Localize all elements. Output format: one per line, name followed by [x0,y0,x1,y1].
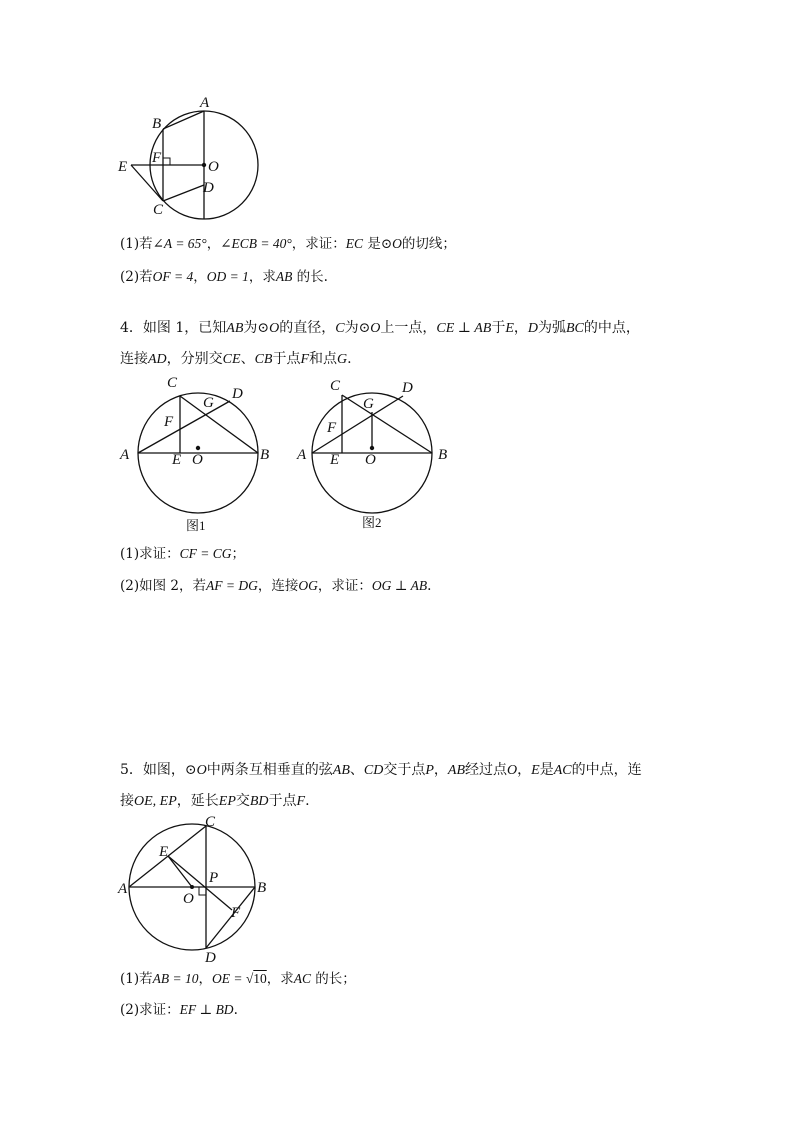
problem4-figure-2 [292,370,462,540]
problem5-question-2 [120,1000,238,1020]
math-expr: AD [148,352,167,367]
text: 接 [120,793,134,809]
math-expr: CF = CG [179,546,232,561]
fig2-label-A: A [297,447,307,463]
text: ，求证： [291,236,346,252]
p5-label-P: P [209,870,219,886]
text: 、 [240,351,255,367]
text: 的长； [311,971,356,987]
math-expr: BC [566,321,584,336]
math-expr: AB [332,763,350,778]
fig1-label-O: O [192,452,203,468]
text: 和点 [309,351,338,367]
math-expr: F [296,794,306,809]
text: ，求 [266,971,294,987]
text: 上一点， [380,320,437,336]
circle-symbol: ⊙O [257,321,280,336]
text: ， [433,762,448,778]
fig1-caption: 图1 [186,518,206,533]
text: . [427,578,432,594]
math-expr: P [425,763,434,778]
label-C: C [153,202,164,218]
label-A: A [200,95,210,111]
fig1-label-C: C [167,375,178,391]
math-expr: AB [226,321,244,336]
math-expr: O [507,763,518,778]
p5-label-A: A [118,881,128,897]
label-D: D [203,180,214,196]
text: 中两条互相垂直的弦 [206,762,333,778]
fig2-caption: 图2 [362,515,382,530]
text: 连接 [120,351,148,367]
text: ，求证： [317,578,372,594]
fig2-label-D: D [402,380,413,396]
problem-number: 4．如图 1，已知 [120,320,227,336]
sep: ， [193,269,207,285]
q-prefix: (1)求证： [120,546,180,562]
math-expr: G [337,352,348,367]
p5-label-O: O [183,891,194,907]
text: . [305,793,310,809]
math-expr: C [335,321,345,336]
text: 是 [539,762,554,778]
problem4-question-1 [120,544,245,564]
math-expr: BD [249,794,269,809]
math-expr: CE ⊥ AB [436,321,492,336]
problem-number: 5．如图， [120,762,185,778]
fig2-label-G: G [363,396,374,412]
fig1-label-F: F [164,414,174,430]
p5-label-F: F [231,905,241,921]
sep: ， [198,971,212,987]
problem3-question-1 [120,234,456,254]
math-expr: CD [363,763,384,778]
math-expr: E [531,763,540,778]
p5-label-D: D [205,950,216,966]
problem5-statement-line2 [120,791,680,812]
text: 的中点， [583,320,640,336]
fig2-label-O: O [365,452,376,468]
problem3-figure [110,92,270,222]
problem5-figure [115,812,275,967]
circle-symbol: ⊙O [380,236,402,251]
math-expr: AC [553,763,572,778]
label-B: B [152,116,162,132]
text: 的长. [292,269,328,285]
math-expr: OG ⊥ AB [371,578,428,593]
fig1-label-A: A [120,447,130,463]
text: ，延长 [176,793,219,809]
text: 交于点 [383,762,426,778]
text: 为 [344,320,359,336]
fig1-label-G: G [203,395,214,411]
problem4-question-2 [120,576,431,596]
text: 经过点 [465,762,507,778]
sqrt-radicand: 10 [253,971,267,986]
text: 于点 [268,793,297,809]
math-expr: AB [447,763,465,778]
problem4-figure-1 [115,370,280,540]
fig1-label-D: D [232,386,243,402]
text: 交 [235,793,250,809]
text: ； [231,546,245,562]
sep: ， [206,236,221,252]
math-expr: AB = 10 [152,971,199,986]
math-expr: ∠A = 65° [152,236,207,251]
math-expr: OF = 4 [152,269,194,284]
text: 为弧 [538,320,566,336]
math-expr: OE = √ [211,971,254,986]
problem4-statement-line1 [120,318,680,339]
text: . [233,1002,238,1018]
text: 的直径， [279,320,336,336]
fig2-label-F: F [327,420,337,436]
fig2-label-E: E [330,452,340,468]
math-expr: EF ⊥ BD [179,1002,234,1017]
math-expr: F [300,352,310,367]
text: ，求 [248,269,276,285]
circle-symbol: ⊙O [184,763,207,778]
text: ，分别交 [166,351,223,367]
text: ， [517,762,532,778]
text: 于点 [272,351,301,367]
math-expr: ∠ECB = 40° [220,236,292,251]
math-expr: EP [218,794,236,809]
text: 、 [349,762,364,778]
p5-label-B: B [257,880,267,896]
math-expr: CE [222,352,241,367]
fig2-label-B: B [438,447,448,463]
label-F: F [152,150,162,166]
math-expr: AF = DG [206,578,258,593]
math-expr: OE, EP [134,794,177,809]
q-prefix: (2)若 [120,269,153,285]
math-expr: AC [293,971,312,986]
math-expr: OG [298,578,318,593]
p5-label-C: C [205,814,216,830]
label-O: O [208,159,219,175]
q-prefix: (2)如图 2，若 [120,578,207,594]
math-expr: E [505,321,514,336]
text: . [347,351,352,367]
text: 是 [363,236,381,252]
fig1-label-B: B [260,447,270,463]
fig1-label-E: E [172,452,182,468]
problem4-statement-line2 [120,349,680,370]
label-E: E [118,159,128,175]
problem5-statement-line1 [120,760,680,781]
text: 的中点，连 [571,762,642,778]
circle-symbol: ⊙O [358,321,381,336]
q-prefix: (2)求证： [120,1002,180,1018]
text: ，连接 [257,578,299,594]
math-expr: EC [345,236,364,251]
math-expr: AB [275,269,293,284]
math-expr: D [527,321,538,336]
problem5-question-1 [120,969,356,989]
math-expr: CB [254,352,273,367]
q-prefix: (1)若 [120,236,153,252]
text: 于 [491,320,506,336]
problem3-question-2 [120,267,328,287]
q-prefix: (1)若 [120,971,153,987]
text: 为 [243,320,258,336]
p5-label-E: E [159,844,169,860]
text: ， [513,320,528,336]
math-expr: OD = 1 [206,269,249,284]
text: 的切线； [401,236,456,252]
fig2-label-C: C [330,378,341,394]
